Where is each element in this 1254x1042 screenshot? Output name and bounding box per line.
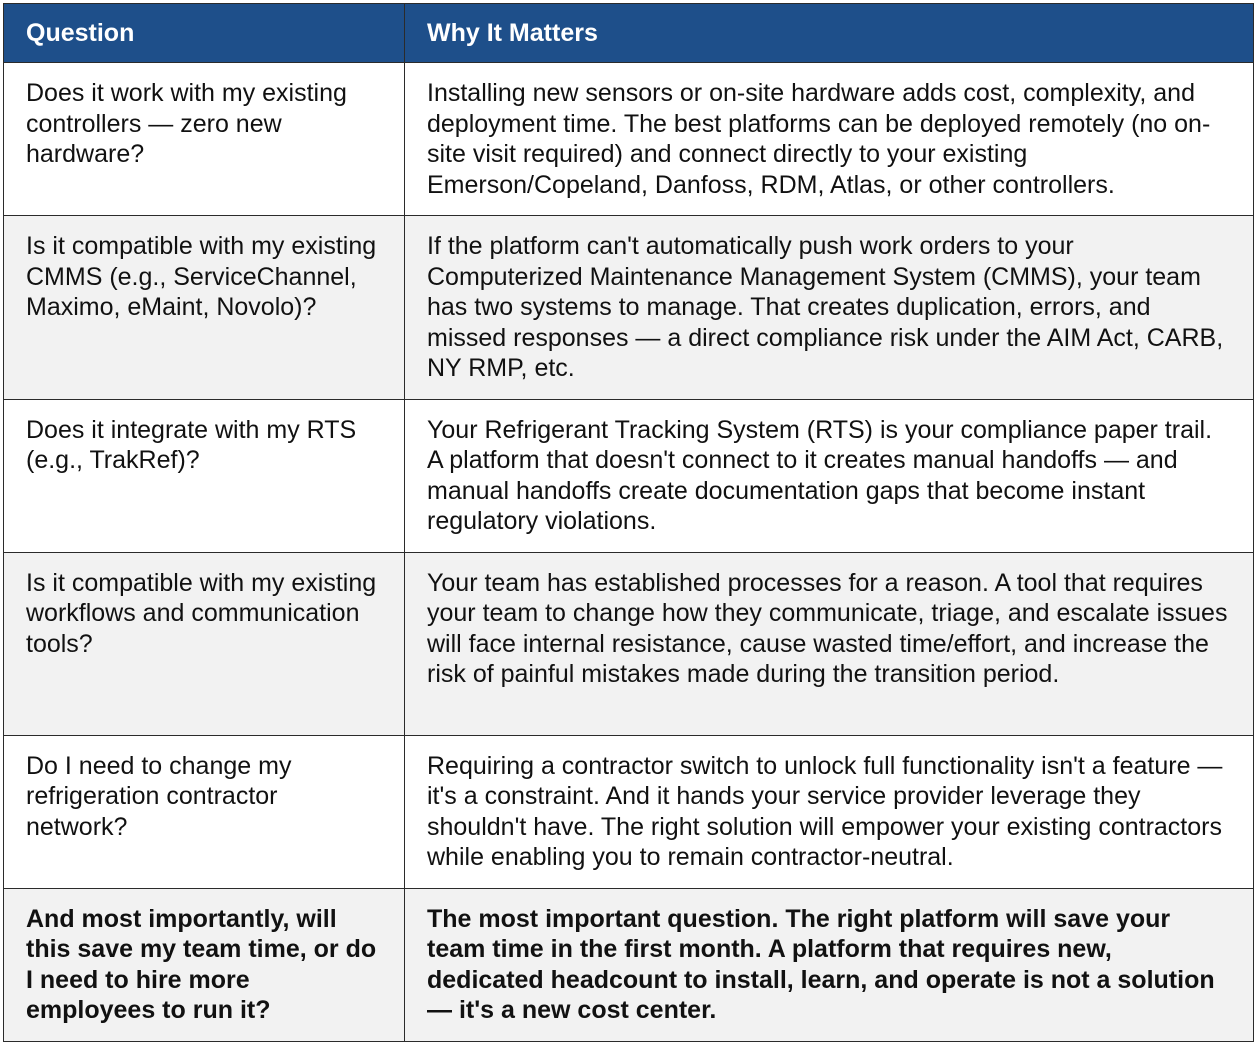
header-row <box>4 4 1254 63</box>
question-cell: Does it integrate with my RTS (e.g., TrakRef)? <box>4 399 405 552</box>
header-why-it-matters: Why It Matters <box>405 4 1254 63</box>
why-cell: Your Refrigerant Tracking System (RTS) is your compliance paper trail. A platform that doesn't connect to it creates manual handoffs — and manual handoffs create documentation gaps that become instant regulatory violations. <box>405 399 1254 552</box>
table-row <box>4 735 1254 888</box>
why-cell: The most important question. The right platform will save your team time in the first month. A platform that requires new, dedicated headcount to install, learn, and operate is not a solution — it's a new cost center. <box>405 888 1254 1041</box>
comparison-table <box>3 3 1254 1042</box>
question-cell: Is it compatible with my existing CMMS (e.g., ServiceChannel, Maximo, eMaint, Novolo)? <box>4 216 405 400</box>
question-cell: And most importantly, will this save my team time, or do I need to hire more employees to run it? <box>4 888 405 1041</box>
why-cell: Your team has established processes for a reason. A tool that requires your team to change how they communicate, triage, and escalate issues will face internal resistance, cause wasted time/effort, and increase the risk of painful mistakes made during the transition period. <box>405 552 1254 735</box>
table-row <box>4 552 1254 735</box>
table-row-emphasis <box>4 888 1254 1041</box>
table-row <box>4 399 1254 552</box>
why-cell: Installing new sensors or on-site hardware adds cost, complexity, and deployment time. The best platforms can be deployed remotely (no on-site visit required) and connect directly to your existing Emerson/Copeland, Danfoss, RDM, Atlas, or other controllers. <box>405 63 1254 216</box>
why-cell: If the platform can't automatically push work orders to your Computerized Maintenance Management System (CMMS), your team has two systems to manage. That creates duplication, errors, and missed responses — a direct compliance risk under the AIM Act, CARB, NY RMP, etc. <box>405 216 1254 400</box>
question-cell: Does it work with my existing controllers — zero new hardware? <box>4 63 405 216</box>
table-row <box>4 63 1254 216</box>
header-question: Question <box>4 4 405 63</box>
why-cell: Requiring a contractor switch to unlock full functionality isn't a feature — it's a constraint. And it hands your service provider leverage they shouldn't have. The right solution will empower your existing contractors while enabling you to remain contractor-neutral. <box>405 735 1254 888</box>
table-row <box>4 216 1254 400</box>
question-cell: Is it compatible with my existing workflows and communication tools? <box>4 552 405 735</box>
table-body <box>4 63 1254 1042</box>
question-cell: Do I need to change my refrigeration contractor network? <box>4 735 405 888</box>
table-header <box>4 4 1254 63</box>
